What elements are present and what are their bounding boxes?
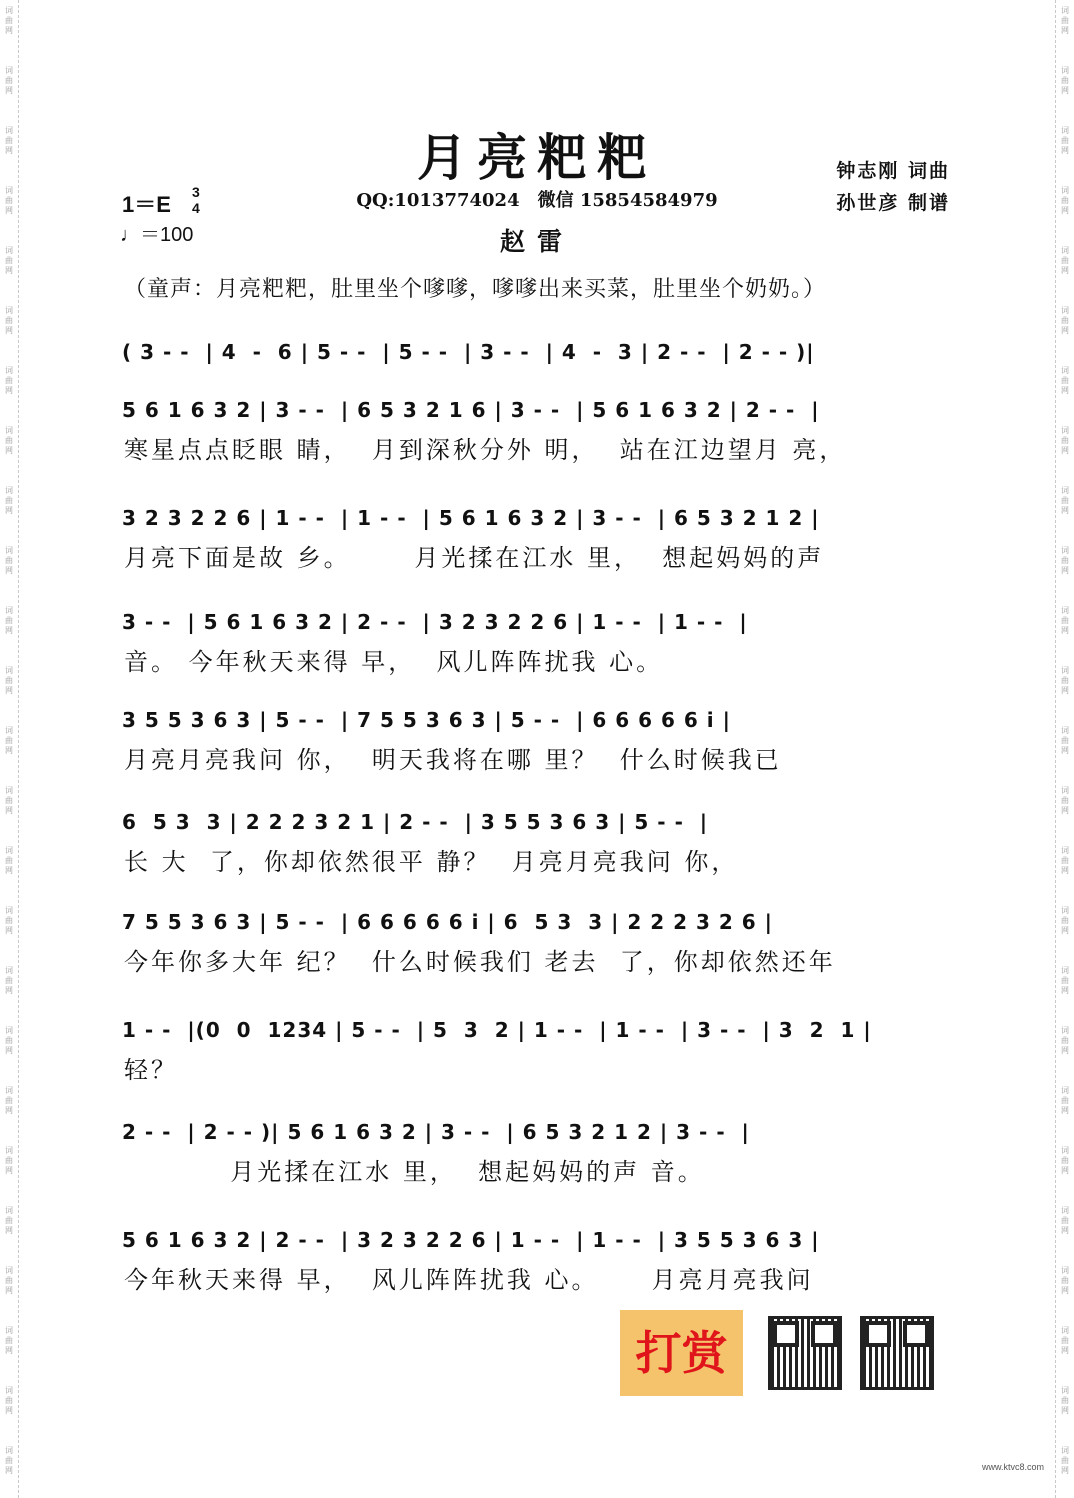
watermark-text: 词 曲 网 xyxy=(1061,1386,1069,1415)
watermark-text: 词 曲 网 xyxy=(5,606,13,635)
watermark-text: 词 曲 网 xyxy=(1061,426,1069,455)
watermark-text: 词 曲 网 xyxy=(1061,966,1069,995)
watermark-text: 词 曲 网 xyxy=(5,906,13,935)
arranger-credit: 孙世彦 制谱 xyxy=(836,192,950,214)
watermark-text: 词 曲 网 xyxy=(1061,366,1069,395)
watermark-text: 词 曲 网 xyxy=(1061,66,1069,95)
qr-code-icon xyxy=(768,1316,842,1390)
watermark-text: 词 曲 网 xyxy=(5,1146,13,1175)
watermark-text: 词 曲 网 xyxy=(5,1086,13,1115)
lyric-row-8: 轻？ xyxy=(124,1056,178,1084)
time-signature xyxy=(192,184,200,216)
watermark-text: 词 曲 网 xyxy=(5,966,13,995)
watermark-text: 词 曲 网 xyxy=(5,546,13,575)
time-signature-bottom: 4 xyxy=(192,200,200,216)
watermark-text: 词 曲 网 xyxy=(5,1446,13,1475)
watermark-text: 词 曲 网 xyxy=(5,246,13,275)
watermark-text: 词 曲 网 xyxy=(5,426,13,455)
watermark-text: 词 曲 网 xyxy=(5,1326,13,1355)
watermark-text: 词 曲 网 xyxy=(1061,486,1069,515)
lyric-row-7: 今年你多大年 纪？ 什么时候我们 老去 了，你却依然还年 xyxy=(124,948,836,976)
watermark-text: 词 曲 网 xyxy=(1061,186,1069,215)
notation-row-4: 3 - - | 5 6 1 6 3 2 | 2 - - | 3 2 3 2 2 6 | 1 - - | 1 - - | xyxy=(122,610,748,634)
notation-row-1: ( 3 - - | 4 - 6 | 5 - - | 5 - - | 3 - - | 4 - 3 | 2 - - | 2 - - )| xyxy=(122,340,815,364)
notation-row-2: 5 6 1 6 3 2 | 3 - - | 6 5 3 2 1 6 | 3 - - | 5 6 1 6 3 2 | 2 - - | xyxy=(122,398,820,422)
lyric-row-2: 寒星点点眨眼 睛， 月到深秋分外 明， 站在江边望月 亮， xyxy=(124,436,847,464)
watermark-text: 词 曲 网 xyxy=(1061,1206,1069,1235)
watermark-text: 词 曲 网 xyxy=(5,726,13,755)
lyric-row-9: 月光揉在江水 里， 想起妈妈的声 音。 xyxy=(124,1158,705,1186)
notation-row-10: 5 6 1 6 3 2 | 2 - - | 3 2 3 2 2 6 | 1 - - | 1 - - | 3 5 5 3 6 3 | xyxy=(122,1228,820,1252)
intro-lyric: （童声：月亮粑粑，肚里坐个嗲嗲，嗲嗲出来买菜，肚里坐个奶奶。） xyxy=(124,277,827,302)
lyric-row-10: 今年秋天来得 早， 风儿阵阵扰我 心。 月亮月亮我问 xyxy=(124,1266,814,1294)
watermark-text: 词 曲 网 xyxy=(5,306,13,335)
watermark-text: 词 曲 网 xyxy=(5,1026,13,1055)
watermark-text: 词 曲 网 xyxy=(1061,786,1069,815)
notation-row-5: 3 5 5 3 6 3 | 5 - - | 7 5 5 3 6 3 | 5 - - | 6 6 6 6 6 i | xyxy=(122,708,731,732)
watermark-text: 词 曲 网 xyxy=(1061,1326,1069,1355)
watermark-text: 词 曲 网 xyxy=(5,1206,13,1235)
watermark-text: 词 曲 网 xyxy=(1061,606,1069,635)
watermark-text: 词 曲 网 xyxy=(1061,1026,1069,1055)
contact-info: QQ:1013774024 微信 15854584979 xyxy=(356,190,718,211)
reward-button[interactable]: 打赏 xyxy=(620,1310,743,1396)
notation-row-3: 3 2 3 2 2 6 | 1 - - | 1 - - | 5 6 1 6 3 2 | 3 - - | 6 5 3 2 1 2 | xyxy=(122,506,820,530)
watermark-text: 词 曲 网 xyxy=(1061,906,1069,935)
lyric-row-3: 月亮下面是故 乡。 月光揉在江水 里， 想起妈妈的声 xyxy=(124,544,825,572)
watermark-text: 词 曲 网 xyxy=(5,186,13,215)
watermark-text: 词 曲 网 xyxy=(1061,546,1069,575)
key-signature: 1＝E xyxy=(122,192,171,217)
watermark-text: 词 曲 网 xyxy=(5,6,13,35)
notation-row-6: 6 5 3 3 | 2 2 2 3 2 1 | 2 - - | 3 5 5 3 6 3 | 5 - - | xyxy=(122,810,709,834)
watermark-text: 词 曲 网 xyxy=(5,1266,13,1295)
lyric-row-5: 月亮月亮我问 你， 明天我将在哪 里？ 什么时候我已 xyxy=(124,746,782,774)
notation-row-9: 2 - - | 2 - - )| 5 6 1 6 3 2 | 3 - - | 6 5 3 2 1 2 | 3 - - | xyxy=(122,1120,750,1144)
time-signature-top: 3 xyxy=(192,184,200,200)
singer-name: 赵雷 xyxy=(499,227,574,256)
watermark-text: 词 曲 网 xyxy=(1061,306,1069,335)
watermark-text: 词 曲 网 xyxy=(5,126,13,155)
watermark-text: 词 曲 网 xyxy=(1061,246,1069,275)
watermark-text: 词 曲 网 xyxy=(1061,726,1069,755)
watermark-text: 词 曲 网 xyxy=(5,666,13,695)
watermark-text: 词 曲 网 xyxy=(5,66,13,95)
watermark-text: 词 曲 网 xyxy=(5,846,13,875)
notation-row-8: 1 - - |(0 0 1234 | 5 - - | 5 3 2 | 1 - - | 1 - - | 3 - - | 3 2 1 | xyxy=(122,1018,872,1042)
watermark-text: 词 曲 网 xyxy=(1061,1146,1069,1175)
notation-row-7: 7 5 5 3 6 3 | 5 - - | 6 6 6 6 6 i | 6 5 3 3 | 2 2 2 3 2 6 | xyxy=(122,910,773,934)
watermark-text: 词 曲 网 xyxy=(1061,846,1069,875)
lyricist-composer-credit: 钟志刚 词曲 xyxy=(836,160,950,182)
watermark-text: 词 曲 网 xyxy=(1061,1086,1069,1115)
lyric-row-4: 音。 今年秋天来得 早， 风儿阵阵扰我 心。 xyxy=(124,648,664,676)
watermark-text: 词 曲 网 xyxy=(1061,1266,1069,1295)
site-url: www.ktvc8.com xyxy=(981,1462,1044,1472)
song-title: 月亮粑粑 xyxy=(417,128,657,187)
watermark-text: 词 曲 网 xyxy=(1061,666,1069,695)
watermark-text: 词 曲 网 xyxy=(1061,6,1069,35)
watermark-text: 词 曲 网 xyxy=(5,1386,13,1415)
watermark-text: 词 曲 网 xyxy=(5,786,13,815)
watermark-text: 词 曲 网 xyxy=(5,486,13,515)
qr-code-icon xyxy=(860,1316,934,1390)
watermark-text: 词 曲 网 xyxy=(5,366,13,395)
lyric-row-6: 长 大 了，你却依然很平 静？ 月亮月亮我问 你， xyxy=(124,848,739,876)
watermark-text: 词 曲 网 xyxy=(1061,1446,1069,1475)
tempo-marking: ♩＝100 xyxy=(120,224,194,246)
watermark-text: 词 曲 网 xyxy=(1061,126,1069,155)
